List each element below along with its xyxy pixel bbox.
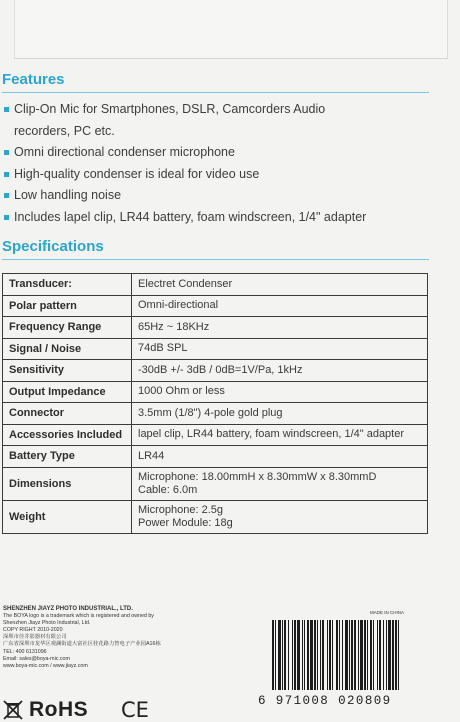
company-line: The BOYA logo is a trademark which is registered and owned by (3, 613, 154, 620)
barcode-bar (292, 620, 293, 690)
feature-text: Includes lapel clip, LR44 battery, foam windscreen, 1/4" adapter (14, 209, 367, 224)
bullet-icon (4, 172, 9, 177)
barcode-bar (310, 620, 313, 690)
barcode-bar (398, 620, 399, 690)
spec-row (3, 424, 428, 446)
barcode-bar (386, 620, 387, 690)
barcode-bar (275, 620, 276, 690)
spec-value-line: Power Module: 18g (138, 516, 233, 529)
barcode-bar (339, 620, 340, 690)
spec-row (3, 360, 428, 382)
spec-row (3, 500, 428, 533)
spec-value-line: -30dB +/- 3dB / 0dB=1V/Pa, 1kHz (138, 363, 303, 376)
spec-value (132, 295, 428, 317)
spec-value (132, 381, 428, 403)
company-line: Email: sales@boya-mic.com (3, 655, 70, 662)
barcode-bar (336, 620, 338, 690)
barcode-bar (360, 620, 363, 690)
barcode-bar (388, 620, 391, 690)
weee-bin-icon (3, 700, 23, 720)
spec-value-line: 1000 Ohm or less (138, 385, 225, 398)
barcode-bar (345, 620, 348, 690)
spec-value-line: 3.5mm (1/8") 4-pole gold plug (138, 406, 283, 419)
spec-value-line: Electret Condenser (138, 277, 233, 290)
barcode-bar (329, 620, 331, 690)
spec-key: Polar pattern (3, 295, 132, 317)
barcode-number: 6 971008 020809 (258, 694, 392, 708)
barcode-bar (294, 620, 296, 690)
company-line: TEL: 400 6131096 (3, 648, 47, 655)
spec-value (132, 317, 428, 339)
barcode-bar (282, 620, 283, 690)
spec-key: Connector (3, 403, 132, 425)
spec-value-line: Microphone: 2.5g (138, 503, 223, 516)
spec-row (3, 467, 428, 500)
spec-key: Transducer: (3, 274, 132, 296)
company-name: SHENZHEN JIAYZ PHOTO INDUSTRIAL., LTD. (3, 606, 133, 612)
spec-value-line: 65Hz ~ 18KHz (138, 320, 210, 333)
spec-value-line: Microphone: 18.00mmH x 8.30mmW x 8.30mmD (138, 470, 377, 483)
feature-item (4, 142, 444, 164)
spec-value (132, 467, 428, 500)
specifications-rule (2, 259, 429, 260)
barcode-bar (349, 620, 350, 690)
spec-value (132, 403, 428, 425)
barcode-bar (272, 620, 274, 690)
barcode-bar (367, 620, 368, 690)
spec-key: Output Impedance (3, 381, 132, 403)
spec-value-line: Cable: 6.0m (138, 483, 198, 496)
spec-key: Dimensions (3, 467, 132, 500)
barcode-bar (288, 620, 289, 690)
barcode-bar (322, 620, 324, 690)
bullet-icon (4, 193, 9, 198)
barcode-bar (284, 620, 286, 690)
company-line: COPY RIGHT 2010-2020 (3, 627, 63, 634)
spec-value (132, 500, 428, 533)
spec-value-line: Omni-directional (138, 299, 219, 312)
barcode-bar (327, 620, 328, 690)
feature-item (4, 99, 334, 142)
barcode-bar (358, 620, 359, 690)
bullet-icon (4, 150, 9, 155)
barcode-bar (364, 620, 366, 690)
feature-item (4, 164, 444, 186)
company-line: 广东省深圳市龙华区观澜街道大富社区桂花路力智电子产业园A16栋 (3, 641, 161, 648)
barcode-bar (317, 620, 318, 690)
spec-value-line: LR44 (138, 449, 165, 462)
feature-item (4, 185, 444, 207)
barcode-bar (320, 620, 321, 690)
spec-value (132, 424, 428, 446)
feature-text: Omni directional condenser microphone (14, 145, 235, 159)
company-line: www.boya-mic.com / www.jiayz.com (3, 662, 88, 669)
rohs-mark: RoHS (29, 698, 89, 721)
spec-value (132, 274, 428, 296)
spec-value-line: lapel clip, LR44 battery, foam windscreen, 1/4" adapter (138, 428, 405, 441)
barcode-bar (377, 620, 378, 690)
barcode-bar (383, 620, 384, 690)
barcode (258, 610, 446, 712)
spec-row (3, 338, 428, 360)
feature-text: High-quality condenser is ideal for video use (14, 166, 260, 181)
barcode-bar (342, 620, 343, 690)
feature-item (4, 207, 444, 229)
company-line: 深圳市佳井影器材有限公司 (3, 634, 67, 641)
spec-value (132, 446, 428, 468)
barcode-bar (304, 620, 305, 690)
barcode-bar (332, 620, 333, 690)
spec-row (3, 274, 428, 296)
barcode-bar (307, 620, 309, 690)
spec-key: Signal / Noise (3, 338, 132, 360)
spec-row (3, 295, 428, 317)
barcode-bar (302, 620, 303, 690)
features-title: Features (2, 71, 65, 88)
barcode-bar (379, 620, 381, 690)
feature-text: Clip-On Mic for Smartphones, DSLR, Camcorders Audio recorders, PC etc. (14, 102, 326, 138)
barcode-bar (395, 620, 397, 690)
feature-text: Low handling noise (14, 188, 122, 202)
spec-row (3, 381, 428, 403)
barcode-bar (351, 620, 353, 690)
spec-key: Frequency Range (3, 317, 132, 339)
barcode-bar (354, 620, 356, 690)
spec-value (132, 338, 428, 360)
spec-row (3, 446, 428, 468)
spec-value-line: 74dB SPL (138, 342, 188, 355)
barcode-bar (314, 620, 316, 690)
made-in-label: MADE IN CHINA (369, 610, 404, 615)
package-flap (14, 0, 448, 59)
bullet-icon (4, 107, 9, 112)
company-info (3, 606, 253, 670)
features-list (4, 99, 444, 228)
spec-row (3, 403, 428, 425)
spec-key: Battery Type (3, 446, 132, 468)
ce-mark: CE (121, 698, 149, 722)
barcode-bar (370, 620, 372, 690)
spec-value (132, 360, 428, 382)
company-line: Shenzhen Jiayz Photo Industrial, Ltd. (3, 620, 91, 627)
barcode-bar (392, 620, 394, 690)
specifications-table (2, 273, 428, 534)
barcode-bars (272, 620, 430, 690)
features-rule (2, 92, 429, 93)
spec-key: Sensitivity (3, 360, 132, 382)
specifications-title: Specifications (2, 238, 104, 255)
barcode-bar (373, 620, 374, 690)
spec-row (3, 317, 428, 339)
certification-logos (3, 700, 233, 720)
spec-key: Accessories Included (3, 424, 132, 446)
bullet-icon (4, 215, 9, 220)
spec-key: Weight (3, 500, 132, 533)
barcode-bar (278, 620, 281, 690)
barcode-bar (297, 620, 300, 690)
